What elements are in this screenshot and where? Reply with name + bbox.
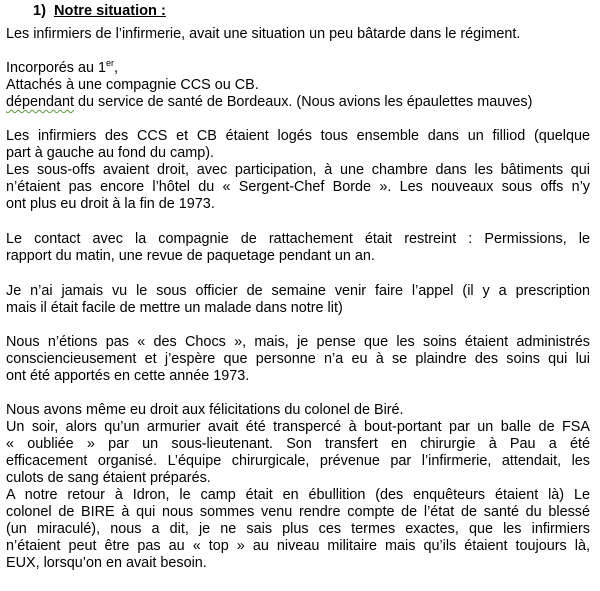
- paragraph-line: colonel de BIRE à qui nous sommes venu rendre compte de l’état de santé du blessé: [6, 504, 590, 520]
- line-text: ,: [114, 60, 119, 76]
- paragraph-line: [6, 94, 532, 111]
- paragraph-line: rapport du matin, une revue de paquetage pendant un an.: [6, 248, 375, 264]
- superscript: er: [106, 58, 115, 68]
- paragraph-line: Le contact avec la compagnie de rattachement était restreint : Permissions, le: [6, 231, 590, 247]
- paragraph-line: Un soir, alors qu’un armurier avait été transpercé à bout-portant par un balle de FSA: [6, 419, 590, 435]
- paragraph-line: (un miraculé), nous a dit, je ne sais plus ces termes exactes, que les infirmiers: [6, 521, 590, 537]
- paragraph-line: part à gauche au fond du camp).: [6, 145, 215, 161]
- paragraph-line: n’étaient pas encore l’hôtel du « Sergent-Chef Borde ». Les nouveaux sous offs n’y: [6, 179, 590, 195]
- section-title: Notre situation :: [53, 3, 166, 19]
- section-number: 1): [33, 3, 46, 19]
- paragraph-line: Les infirmiers de l’infirmerie, avait une situation un peu bâtarde dans le régiment.: [6, 26, 521, 42]
- paragraph-line: A notre retour à Idron, le camp était en ébullition (des enquêteurs étaient là) Le: [6, 487, 590, 503]
- paragraph-line: Les sous-offs avaient droit, avec participation, à une chambre dans les bâtiments qui: [6, 162, 590, 178]
- section-heading: [33, 3, 166, 20]
- line-text: du service de santé de Bordeaux. (Nous avions les épaulettes mauves): [74, 94, 533, 110]
- line-text: Incorporés au 1: [6, 60, 106, 76]
- paragraph-line: Les infirmiers des CCS et CB étaient logés tous ensemble dans un filliod (quelque: [6, 128, 590, 144]
- paragraph-line: ont plus eu droit à la fin de 1973.: [6, 196, 215, 212]
- paragraph-line: efficacement organisé. L’équipe chirurgicale, prévenue par l’infirmerie, attendait, les: [6, 453, 590, 469]
- paragraph-line: culots de sang étaient préparés.: [6, 470, 211, 486]
- paragraph-line: ont été apportés en cette année 1973.: [6, 368, 250, 384]
- paragraph-line: EUX, lorsqu’on en avait besoin.: [6, 555, 207, 571]
- paragraph-line: Nous avons même eu droit aux félicitations du colonel de Biré.: [6, 402, 404, 418]
- paragraph-line: n’étaient peut être pas au « top » au niveau militaire mais qu’ils étaient toujours là,: [6, 538, 590, 554]
- paragraph-line: Je n’ai jamais vu le sous officier de semaine venir faire l’appel (il y a prescription: [6, 283, 590, 299]
- spellcheck-word: dépendant: [6, 94, 75, 110]
- paragraph-line: Attachés à une compagnie CCS ou CB.: [6, 77, 259, 93]
- paragraph-line: mais il était facile de mettre un malade dans notre lit): [6, 300, 343, 316]
- paragraph-line: « oubliée » par un sous-lieutenant. Son transfert en chirurgie à Pau a été: [6, 436, 590, 452]
- paragraph-line: [6, 60, 118, 77]
- paragraph-line: Nous n’étions pas « des Chocs », mais, je pense que les soins étaient administrés: [6, 334, 590, 350]
- paragraph-line: consciencieusement et j’espère que personne n’a eu à se plaindre des soins qui lui: [6, 351, 590, 367]
